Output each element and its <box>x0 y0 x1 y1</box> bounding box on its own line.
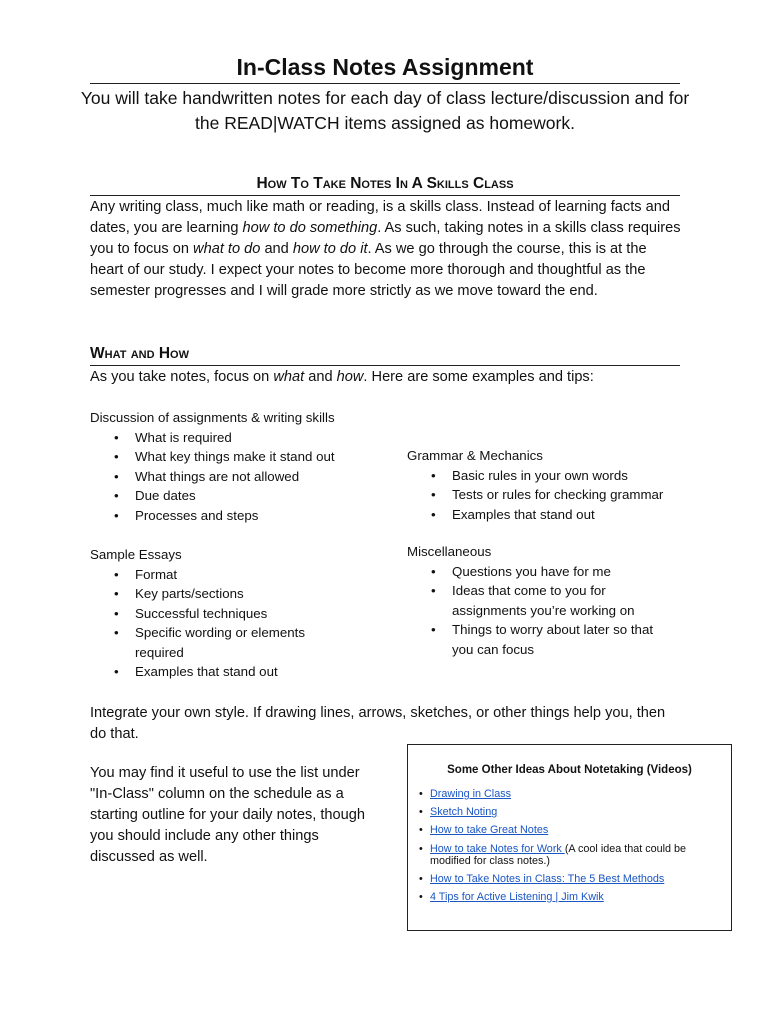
what-how-lead: As you take notes, focus on what and how. Here are some examples and tips: <box>90 369 594 385</box>
video-link-great-notes[interactable]: How to take Great Notes <box>430 824 549 837</box>
integrate-paragraph: Integrate your own style. If drawing lines, arrows, sketches, or other things help you, then do that. <box>90 705 666 742</box>
list-item: • Examples that stand out <box>407 505 707 525</box>
list-item <box>418 806 723 818</box>
grammar-group <box>407 446 707 524</box>
grammar-list <box>407 466 707 525</box>
video-link-sketch-noting[interactable]: Sketch Noting <box>430 806 498 819</box>
list-item: • Things to worry about later so that you can focus <box>407 620 677 659</box>
list-item: • Ideas that come to you for assignments you’re working on <box>407 581 677 620</box>
list-item: • Tests or rules for checking grammar <box>407 485 707 505</box>
list-item: • What is required <box>90 428 390 448</box>
misc-group-title: Miscellaneous <box>407 544 492 559</box>
list-item: • Due dates <box>90 486 390 506</box>
video-link-notes-for-work[interactable]: How to take Notes for Work <box>430 842 565 855</box>
video-links-list <box>418 788 723 909</box>
schedule-tip-paragraph: You may find it useful to use the list under "In-Class" column on the schedule as a starting outline for your daily notes, though you should include any other things discussed as well. <box>90 765 366 865</box>
skills-paragraph: Any writing class, much like math or reading, is a skills class. Instead of learning facts and dates, you are learning how to do something. As such, taking notes in a skills class requires you to focus on what to do and how to do it. As we go through the course, this is at the heart of our study. I expect your notes to become more thorough and thoughtful as the semester progresses and I will grade more strictly as we move toward the end. <box>90 199 681 299</box>
discussion-group-title: Discussion of assignments & writing skills <box>90 410 335 425</box>
essays-list <box>90 565 330 682</box>
discussion-group <box>90 408 390 525</box>
video-link-active-listening[interactable]: 4 Tips for Active Listening | Jim Kwik <box>430 890 604 903</box>
video-link-note: (A cool idea that could be modified for class notes.) <box>430 842 687 867</box>
list-item <box>418 891 723 903</box>
essays-group <box>90 545 330 682</box>
list-item: • Questions you have for me <box>407 562 677 582</box>
title-divider <box>90 83 680 84</box>
list-item: • Basic rules in your own words <box>407 466 707 486</box>
list-item: • Processes and steps <box>90 506 390 526</box>
intro-text: You will take handwritten notes for each day of class lecture/discussion and for the READ|WATCH items assigned as homework. <box>80 88 690 133</box>
discussion-list <box>90 428 390 526</box>
list-item: • Successful techniques <box>90 604 330 624</box>
page-title: In-Class Notes Assignment <box>236 54 534 80</box>
section-divider-what-how <box>90 365 680 366</box>
video-links-box <box>407 744 732 931</box>
list-item: • What things are not allowed <box>90 467 390 487</box>
section-heading-what-how: What and How <box>90 345 189 362</box>
video-link-five-best-methods[interactable]: How to Take Notes in Class: The 5 Best Methods <box>430 872 665 885</box>
list-item: • Key parts/sections <box>90 584 330 604</box>
list-item: • Format <box>90 565 330 585</box>
list-item: • Specific wording or elements required <box>90 623 330 662</box>
list-item <box>418 824 723 836</box>
misc-group <box>407 542 677 659</box>
section-divider-skills <box>90 195 680 196</box>
video-links-title: Some Other Ideas About Notetaking (Videos) <box>447 764 692 776</box>
list-item: • Examples that stand out <box>90 662 330 682</box>
misc-list <box>407 562 677 660</box>
list-item <box>418 788 723 800</box>
list-item <box>418 873 723 885</box>
list-item <box>418 843 723 867</box>
section-heading-skills: How To Take Notes In A Skills Class <box>256 175 514 192</box>
list-item: • What key things make it stand out <box>90 447 390 467</box>
video-link-drawing-in-class[interactable]: Drawing in Class <box>430 788 512 800</box>
grammar-group-title: Grammar & Mechanics <box>407 448 543 463</box>
essays-group-title: Sample Essays <box>90 547 182 562</box>
